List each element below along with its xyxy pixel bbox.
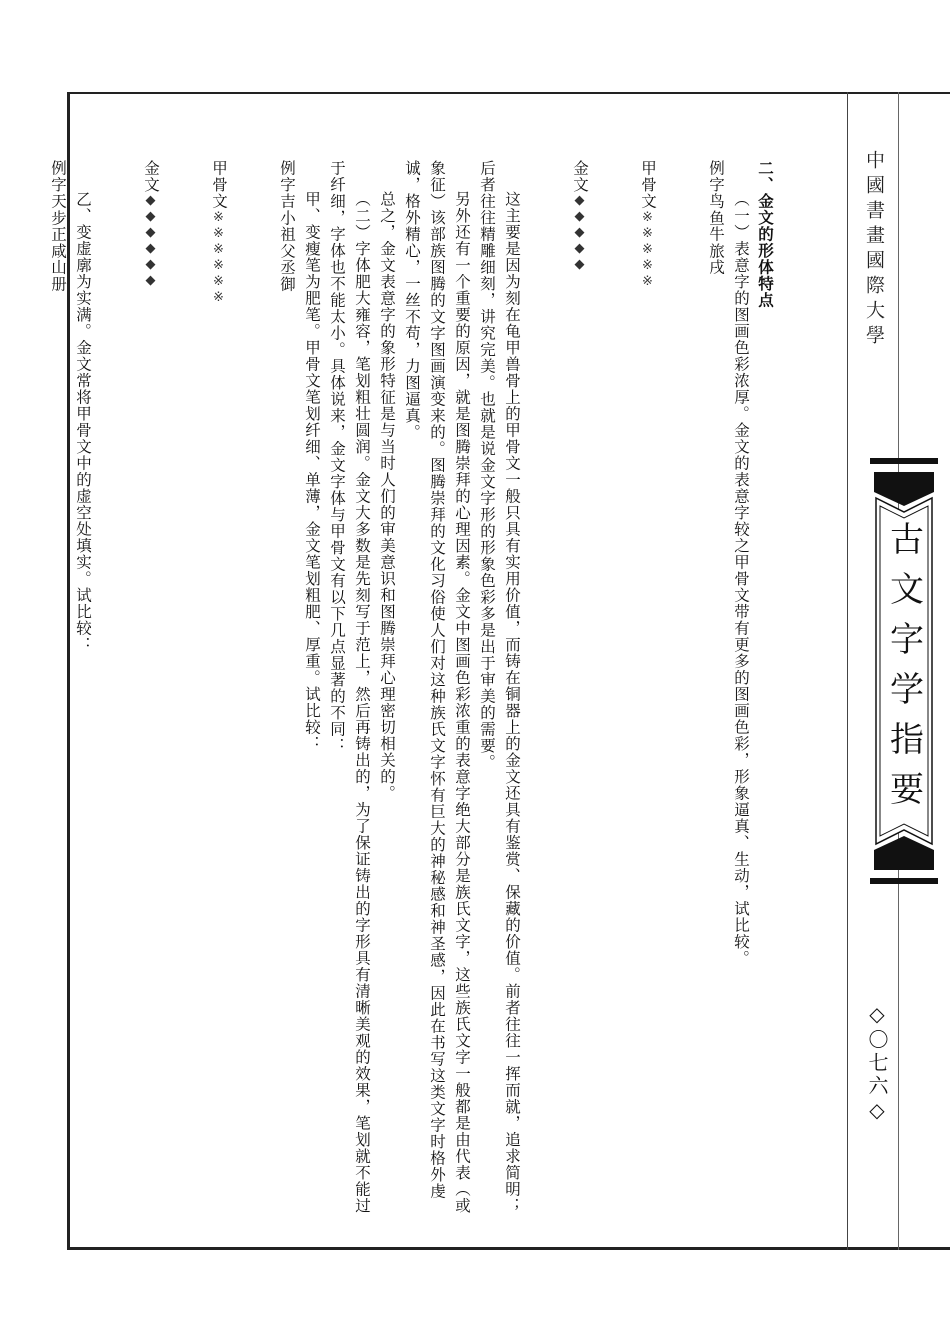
table-row <box>231 160 299 1220</box>
example-char: 咸 <box>49 242 67 259</box>
bronze-glyph-image: ◆ <box>143 257 158 273</box>
example-char: 祖 <box>278 226 296 243</box>
oracle-glyph-image: ※ <box>640 257 655 274</box>
oracle-glyph-image <box>0 210 2 226</box>
bronze-glyph-image: ◆ <box>572 209 587 225</box>
section-title: 二、金文的形体特点 <box>756 160 775 309</box>
page-number: ◇〇七六◇ <box>865 1002 889 1125</box>
bronze-glyph-image: ◆ <box>572 257 587 273</box>
oracle-glyph-image: ※ <box>211 289 226 306</box>
oracle-glyph-image <box>0 290 2 306</box>
bronze-glyph-image: ◆ <box>143 193 158 209</box>
comparison-table-3 <box>0 160 70 1220</box>
oracle-glyph-image: ※ <box>211 209 226 226</box>
paragraph: （一）表意字的图画色彩浓厚。金文的表意字较之甲骨文带有更多的图画色彩，形象逼真、生动，试比较。 <box>732 191 750 967</box>
example-char: 鱼 <box>707 209 725 226</box>
bronze-glyph-image: ◆ <box>572 225 587 241</box>
row-label: 例字 <box>707 160 725 193</box>
bronze-glyph-image: ◆ <box>572 241 587 257</box>
oracle-glyph-image: ※ <box>640 241 655 258</box>
oracle-glyph-image: ※ <box>211 273 226 290</box>
example-char: 小 <box>278 209 296 226</box>
table-row <box>2 160 70 1220</box>
oracle-glyph-image <box>0 226 2 242</box>
row-label: 金文 <box>142 160 160 193</box>
comparison-table-1 <box>524 160 728 1220</box>
example-char: 丞 <box>278 259 296 276</box>
oracle-glyph-image: ※ <box>211 225 226 242</box>
paragraph: 这主要是因为刻在龟甲兽骨上的甲骨文一般只具有实用价值，而铸在铜器上的金文还具有鉴赏、保藏的价值。前者往往一挥而就，追求简明；后者往往精雕细刻，讲究完美。也就是说金文字形的形象色彩多是出于审美的需要。 <box>478 160 521 1214</box>
bronze-glyph-image: ◆ <box>143 241 158 257</box>
table-row <box>0 160 2 1220</box>
oracle-glyph-image: ※ <box>640 209 655 226</box>
row-label: 例字 <box>49 160 67 193</box>
table-row <box>95 160 163 1220</box>
table-row <box>524 160 592 1220</box>
oracle-glyph-image: ※ <box>211 241 226 258</box>
example-char: 山 <box>49 259 67 276</box>
paragraph: （二）字体肥大雍容，笔划粗壮圆润。金文大多数是先刻写于范上，然后再铸出的，为了保证铸出的字形具有清晰美观的效果，笔划就不能过于纤细，字体也不能太小。具体说来，金文字体与甲骨文有以下几点显著的不同： <box>328 160 371 1214</box>
oracle-glyph-image: ※ <box>211 257 226 274</box>
page-body <box>49 160 778 1220</box>
bronze-glyph-image: ◆ <box>143 209 158 225</box>
book-title: 古文字学指要 <box>883 521 924 821</box>
bronze-glyph-image: ◆ <box>572 193 587 209</box>
table-row <box>592 160 660 1220</box>
example-char: 父 <box>278 242 296 259</box>
example-char: 步 <box>49 209 67 226</box>
example-char: 牛 <box>707 226 725 243</box>
book-title-banner <box>870 458 938 884</box>
paragraph: 总之，金文表意字的象形特征是与当时人们的审美意识和图腾崇拜心理密切相关的。 <box>378 191 396 802</box>
paragraph: 甲、变瘦笔为肥笔。甲骨文笔划纤细、单薄，金文笔划粗肥、厚重。试比较： <box>303 191 321 752</box>
paragraph: 乙、变虚廓为实满。金文常将甲骨文中的虚空处填实。试比较： <box>74 191 92 653</box>
row-label: 甲骨文 <box>210 160 228 210</box>
oracle-glyph-image <box>0 258 2 274</box>
row-label: 金文 <box>571 160 589 193</box>
example-char: 旅 <box>707 242 725 259</box>
university-name: 中國書畫國際大學 <box>863 150 885 350</box>
margin-divider <box>847 92 848 1250</box>
oracle-glyph-image <box>0 274 2 290</box>
row-label: 甲骨文 <box>639 160 657 210</box>
table-row <box>163 160 231 1220</box>
row-label: 例字 <box>278 160 296 193</box>
example-char: 册 <box>49 275 67 292</box>
example-char: 天 <box>49 193 67 210</box>
oracle-glyph-image <box>0 242 2 258</box>
example-char: 吉 <box>278 193 296 210</box>
row-label <box>0 160 2 210</box>
example-char: 戌 <box>707 259 725 276</box>
example-char: 鸟 <box>707 193 725 210</box>
example-char: 御 <box>278 275 296 292</box>
bronze-glyph-image: ◆ <box>143 273 158 289</box>
comparison-table-2 <box>95 160 299 1220</box>
table-row <box>660 160 728 1220</box>
oracle-glyph-image: ※ <box>640 225 655 242</box>
bronze-glyph-image: ◆ <box>143 225 158 241</box>
example-char: 正 <box>49 226 67 243</box>
oracle-glyph-image: ※ <box>640 273 655 290</box>
paragraph: 另外还有一个重要的原因，就是图腾崇拜的心理因素。金文中图画色彩浓重的表意字绝大部分是族氏文字，这些族氏文字一般都是由代表（或象征）该部族图腾的文字图画演变来的。图腾崇拜的文化习俗使人们对这种族氏文字怀有巨大的神秘感和神圣感，因此在书写这类文字时格外虔诚，格外精心，一丝不苟，力图逼真。 <box>403 160 471 1214</box>
